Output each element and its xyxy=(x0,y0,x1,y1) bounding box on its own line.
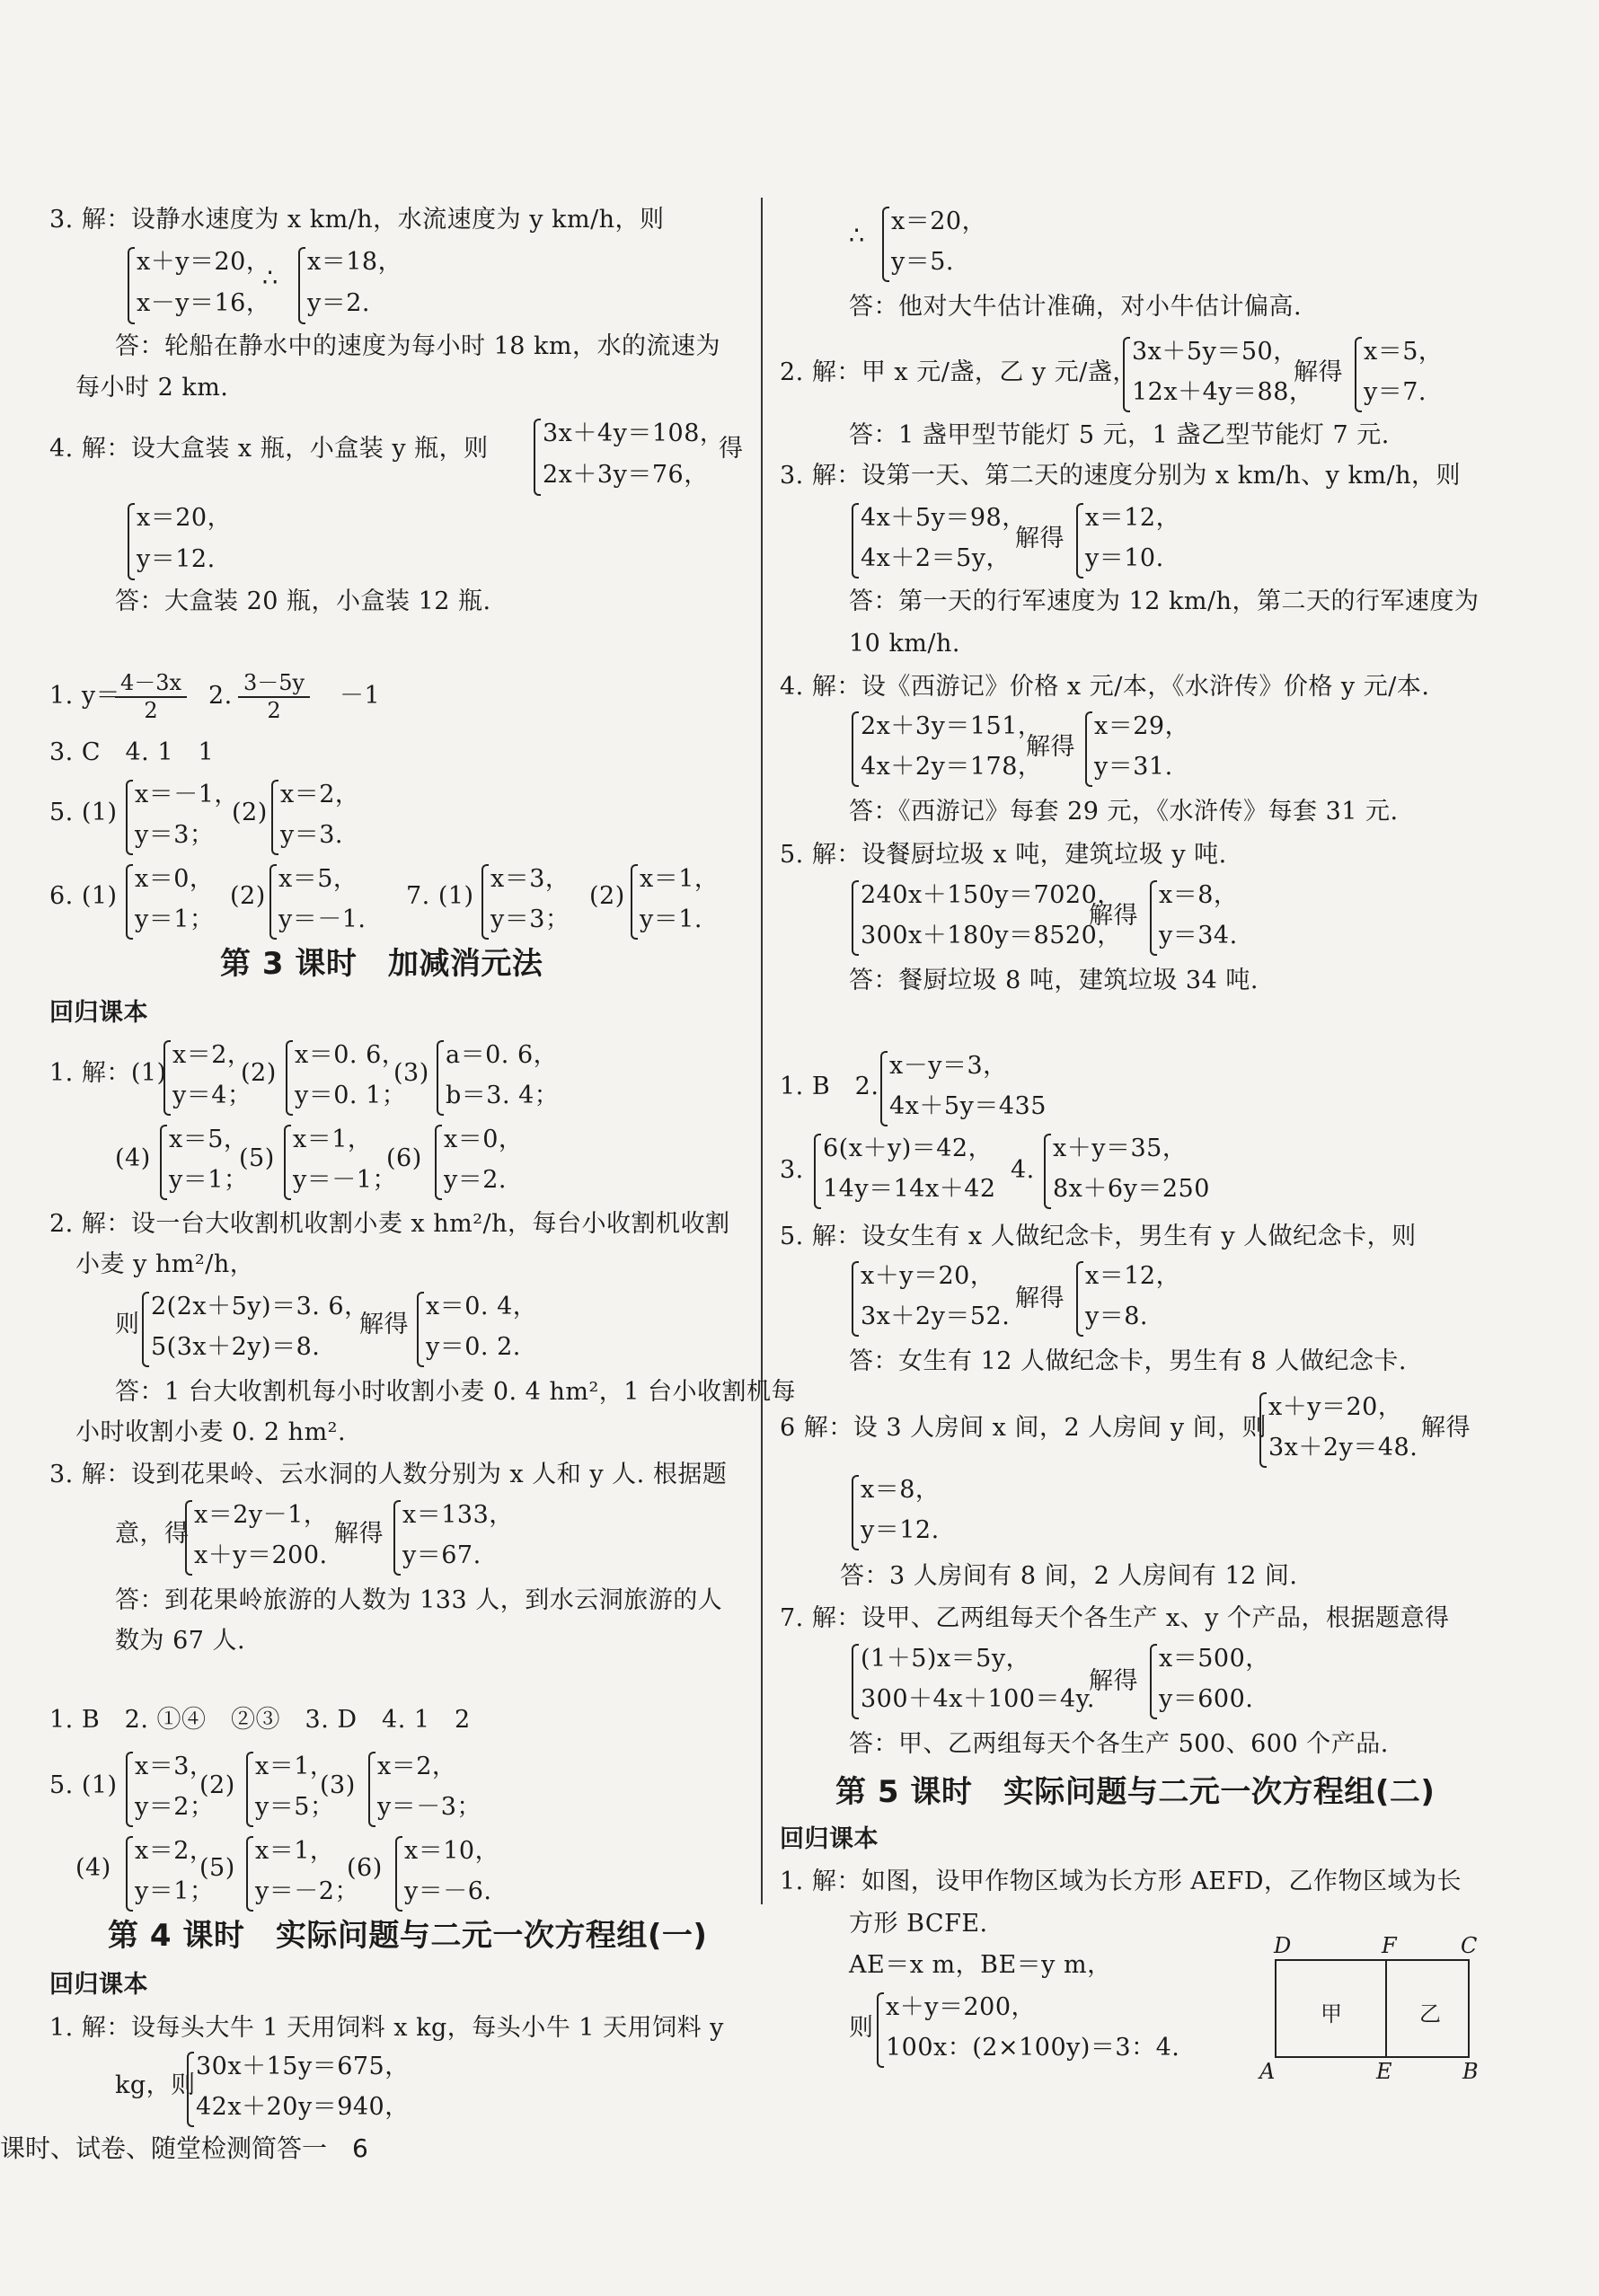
r2-res2: y＝0. 2. xyxy=(426,1333,521,1361)
brace xyxy=(126,1836,133,1912)
e5-4: (4) xyxy=(75,1854,111,1882)
k3-jiede: 解得 xyxy=(1015,525,1065,552)
k4-intro: 4. 解：设《西游记》价格 x 元/本，《水浒传》价格 y 元/本. xyxy=(780,673,1430,701)
r1-c1: a＝0. 6， xyxy=(446,1041,559,1069)
brace xyxy=(481,864,489,940)
q7-b2: y＝1. xyxy=(640,905,703,933)
q6-a1: x＝0， xyxy=(135,865,215,893)
q3-line: 3. C 4. 1 1 xyxy=(49,738,215,766)
m4-line: 4. xyxy=(1011,1156,1035,1184)
brace xyxy=(417,1292,424,1367)
r3-res1: x＝133， xyxy=(402,1501,514,1529)
q6-1: 6. (1) xyxy=(49,882,118,910)
k4-jiede: 解得 xyxy=(1026,733,1075,761)
k5-res2: y＝34. xyxy=(1159,922,1238,949)
q1-prefix: 1. y＝ xyxy=(49,682,121,710)
label-E: E xyxy=(1376,2059,1392,2084)
k4-res2: y＝31. xyxy=(1094,753,1173,781)
brace xyxy=(1076,1261,1083,1337)
brace xyxy=(1355,337,1362,412)
q7-b1: x＝1， xyxy=(640,865,720,893)
label-D: D xyxy=(1274,1933,1292,1958)
r1-prefix: 1. 解：(1) xyxy=(49,1059,167,1087)
r3-intro-1: 3. 解：设到花果岭、云水洞的人数分别为 x 人和 y 人. 根据题 xyxy=(49,1461,728,1488)
brace xyxy=(880,1051,888,1126)
fraction xyxy=(115,665,187,723)
t-answer: 答：他对大牛估计准确，对小牛估计偏高. xyxy=(849,293,1303,321)
e5-5: (5) xyxy=(199,1854,235,1882)
section-review-title: 回归课本 xyxy=(49,1971,148,1999)
brace xyxy=(435,1125,442,1200)
r1-e1: x＝1， xyxy=(293,1126,373,1153)
therefore-symbol: ∴ xyxy=(849,222,865,250)
k3-sys2: 4x＋2＝5y， xyxy=(861,544,1012,572)
e5-3: (3) xyxy=(320,1771,356,1799)
r2-sys2: 5(3x＋2y)＝8. xyxy=(151,1333,321,1361)
r1-5: (5) xyxy=(239,1144,275,1172)
m7-answer: 答：甲、乙两组每天个各生产 500、600 个产品. xyxy=(849,1730,1389,1758)
brace xyxy=(142,1292,149,1367)
r3-answer-2: 数为 67 人. xyxy=(115,1627,246,1655)
m1-line: 1. B 2. xyxy=(780,1073,879,1100)
q7-1: 7. (1) xyxy=(406,882,474,910)
r2-answer-2: 小时收割小麦 0. 2 hm². xyxy=(75,1418,347,1446)
brace xyxy=(814,1134,821,1209)
p4-intro: 4. 解：设大盒装 x 瓶，小盒装 y 瓶，则 xyxy=(49,435,489,463)
brace xyxy=(368,1752,375,1827)
r2-ze: 则 xyxy=(115,1311,140,1338)
e5-e2: y＝－2； xyxy=(255,1877,359,1905)
q5-1: 5. (1) xyxy=(49,799,118,826)
label-B: B xyxy=(1462,2059,1479,2084)
k5-res1: x＝8， xyxy=(1159,881,1239,909)
p4-sys1: 3x＋4y＝108， xyxy=(543,419,725,447)
lesson-4-title: 第 4 课时 实际问题与二元一次方程组(一) xyxy=(108,1918,708,1954)
k4-sys1: 2x＋3y＝151， xyxy=(861,712,1043,740)
r2-intro-1: 2. 解：设一台大收割机收割小麦 x hm²/h，每台小收割机收割 xyxy=(49,1210,730,1238)
e5-b2: y＝5； xyxy=(255,1793,335,1821)
brace xyxy=(1076,503,1083,578)
brace xyxy=(1150,880,1157,956)
brace xyxy=(852,1644,859,1719)
e5-1: 5. (1) xyxy=(49,1771,118,1799)
q1-denominator: 2 xyxy=(115,696,187,723)
brace xyxy=(1123,337,1130,412)
column-divider xyxy=(761,198,763,1904)
l4-sys2: 42x＋20y＝940， xyxy=(196,2093,410,2121)
section-review-title: 回归课本 xyxy=(49,999,148,1027)
m4-sys1: x＋y＝35， xyxy=(1053,1135,1188,1162)
brace xyxy=(437,1040,444,1116)
r1-b1: x＝0. 6， xyxy=(295,1041,407,1069)
e5-d1: x＝2， xyxy=(135,1837,215,1865)
m7-res1: x＝500， xyxy=(1159,1645,1270,1673)
e5-b1: x＝1， xyxy=(255,1753,335,1780)
m7-jiede: 解得 xyxy=(1089,1667,1138,1695)
k5-sys2: 300x＋180y＝8520， xyxy=(861,922,1122,949)
n1-intro-2: 方形 BCFE. xyxy=(849,1910,988,1938)
brace xyxy=(271,780,278,855)
n1-sys2: 100x：(2×100y)＝3：4. xyxy=(886,2034,1180,2062)
brace xyxy=(395,1836,402,1912)
k5-intro: 5. 解：设餐厨垃圾 x 吨，建筑垃圾 y 吨. xyxy=(780,841,1227,869)
brace xyxy=(286,1040,293,1116)
p4-res1: x＝20， xyxy=(137,504,233,532)
q5-b1: x＝2， xyxy=(280,781,360,808)
e5-f1: x＝10， xyxy=(404,1837,500,1865)
p3-res1: x＝18， xyxy=(307,248,403,276)
p3-answer-2: 每小时 2 km. xyxy=(75,374,229,402)
brace xyxy=(128,503,135,580)
r1-f1: x＝0， xyxy=(444,1126,524,1153)
brace xyxy=(246,1836,253,1912)
fraction xyxy=(238,665,310,723)
brace xyxy=(1044,1134,1051,1209)
brace xyxy=(852,880,859,956)
e5-e1: x＝1， xyxy=(255,1837,335,1865)
e5-a2: y＝2； xyxy=(135,1793,215,1821)
r1-b2: y＝0. 1； xyxy=(295,1082,407,1109)
p4-res2: y＝12. xyxy=(137,545,216,573)
p4-sys2: 2x＋3y＝76， xyxy=(543,461,709,489)
r1-a2: y＝4； xyxy=(172,1082,252,1109)
p3-res2: y＝2. xyxy=(307,289,371,317)
m7-sys2: 300＋4x＋100＝4y. xyxy=(861,1685,1095,1713)
e5-2: (2) xyxy=(199,1771,235,1799)
t-res1: x＝20， xyxy=(891,208,987,235)
m1-sys1: x－y＝3， xyxy=(889,1052,1008,1080)
m6-jiede: 解得 xyxy=(1421,1414,1471,1442)
section-review-title: 回归课本 xyxy=(780,1825,879,1853)
k4-res1: x＝29， xyxy=(1094,712,1190,740)
q6-b1: x＝5， xyxy=(278,865,358,893)
r1-a1: x＝2， xyxy=(172,1041,252,1069)
n1-intro-1: 1. 解：如图，设甲作物区域为长方形 AEFD，乙作物区域为长 xyxy=(780,1868,1462,1895)
e5-c2: y＝－3； xyxy=(377,1793,481,1821)
m5-jiede: 解得 xyxy=(1015,1285,1065,1312)
m4-sys2: 8x＋6y＝250 xyxy=(1053,1175,1210,1203)
brace xyxy=(852,1261,859,1337)
n1-sys1: x＋y＝200， xyxy=(886,1993,1037,2021)
brace xyxy=(160,1125,167,1200)
brace xyxy=(185,1500,192,1576)
q2-prefix: 2. xyxy=(208,682,233,710)
k3-intro: 3. 解：设第一天、第二天的速度分别为 x km/h、y km/h，则 xyxy=(780,462,1461,490)
q7-a2: y＝3； xyxy=(490,905,570,933)
q7-a1: x＝3， xyxy=(490,865,570,893)
q6-a2: y＝1； xyxy=(135,905,215,933)
m6-intro: 6 解：设 3 人房间 x 间，2 人房间 y 间，则 xyxy=(780,1414,1268,1442)
label-C: C xyxy=(1461,1933,1478,1958)
q5-b2: y＝3. xyxy=(280,821,344,849)
e5-d2: y＝1； xyxy=(135,1877,215,1905)
k3-answer-2: 10 km/h. xyxy=(849,630,960,658)
p3-sys2: x－y＝16， xyxy=(137,289,271,317)
m3-line: 3. xyxy=(780,1156,804,1184)
q2-suffix: －1 xyxy=(340,682,381,710)
r2-answer-1: 答：1 台大收割机每小时收割小麦 0. 4 hm²，1 台小收割机每 xyxy=(115,1378,797,1406)
m6-sys2: 3x＋2y＝48. xyxy=(1268,1434,1418,1461)
brace xyxy=(1259,1392,1267,1468)
l4-sys1: 30x＋15y＝675， xyxy=(196,2053,410,2080)
m1-sys2: 4x＋5y＝435 xyxy=(889,1092,1047,1120)
brace xyxy=(163,1040,171,1116)
p4-answer: 答：大盒装 20 瓶，小盒装 12 瓶. xyxy=(115,587,491,615)
r3-sys2: x＋y＝200. xyxy=(194,1541,328,1569)
lesson-3-title: 第 3 课时 加减消元法 xyxy=(220,946,543,982)
m7-res2: y＝600. xyxy=(1159,1685,1254,1713)
r1-d1: x＝5， xyxy=(169,1126,249,1153)
k4-sys2: 4x＋2y＝178， xyxy=(861,753,1043,781)
brace xyxy=(126,864,133,940)
m5-intro: 5. 解：设女生有 x 人做纪念卡，男生有 y 人做纪念卡，则 xyxy=(780,1223,1417,1250)
r1-c2: b＝3. 4； xyxy=(446,1082,560,1109)
brace xyxy=(246,1752,253,1827)
r3-intro-2: 意，得 xyxy=(115,1520,190,1548)
m6-res1: x＝8， xyxy=(861,1476,941,1504)
r3-answer-1: 答：到花果岭旅游的人数为 133 人，到水云洞旅游的人 xyxy=(115,1586,723,1614)
m5-res1: x＝12， xyxy=(1085,1262,1181,1290)
e5-f2: y＝－6. xyxy=(404,1877,492,1905)
l4-intro-1: 1. 解：设每头大牛 1 天用饲料 x kg，每头小牛 1 天用饲料 y xyxy=(49,2014,724,2042)
label-A: A xyxy=(1259,2059,1276,2084)
q6-2: (2) xyxy=(230,882,266,910)
k2-sys1: 3x＋5y＝50， xyxy=(1132,338,1298,366)
label-jia: 甲 xyxy=(1321,2001,1342,2027)
brace xyxy=(128,247,135,324)
r2-jiede: 解得 xyxy=(359,1311,409,1338)
r1-d2: y＝1； xyxy=(169,1166,249,1194)
m3-sys2: 14y＝14x＋42 xyxy=(823,1175,996,1203)
k2-res1: x＝5， xyxy=(1364,338,1444,366)
r1-4: (4) xyxy=(115,1144,151,1172)
p3-sys1: x＋y＝20， xyxy=(137,248,271,276)
t-res2: y＝5. xyxy=(891,248,955,276)
r1-3: (3) xyxy=(393,1059,429,1087)
r1-e2: y＝－1； xyxy=(293,1166,397,1194)
m6-sys1: x＋y＝20， xyxy=(1268,1393,1403,1421)
k3-res2: y＝10. xyxy=(1085,544,1164,572)
r3-jiede: 解得 xyxy=(334,1520,384,1548)
k5-jiede: 解得 xyxy=(1089,902,1138,930)
brace xyxy=(631,864,638,940)
page-footer: 课时、试卷、随堂检测简答一 6 xyxy=(0,2133,368,2163)
p3-intro: 3. 解：设静水速度为 x km/h，水流速度为 y km/h，则 xyxy=(49,206,665,234)
l4-intro-2: kg，则 xyxy=(115,2071,196,2099)
brace xyxy=(877,1992,884,2068)
q7-2: (2) xyxy=(589,882,625,910)
m6-res2: y＝12. xyxy=(861,1516,940,1544)
k2-res2: y＝7. xyxy=(1364,378,1427,406)
brace xyxy=(269,864,277,940)
m5-answer: 答：女生有 12 人做纪念卡，男生有 8 人做纪念卡. xyxy=(849,1347,1407,1375)
q5-2: (2) xyxy=(232,799,268,826)
k5-answer: 答：餐厨垃圾 8 吨，建筑垃圾 34 吨. xyxy=(849,967,1259,994)
m6-answer: 答：3 人房间有 8 间，2 人房间有 12 间. xyxy=(840,1562,1298,1590)
r3-sys1: x＝2y－1， xyxy=(194,1501,329,1529)
r1-f2: y＝2. xyxy=(444,1166,508,1194)
label-yi: 乙 xyxy=(1419,2001,1441,2027)
brace xyxy=(393,1500,401,1576)
lesson-5-title: 第 5 课时 实际问题与二元一次方程组(二) xyxy=(835,1774,1436,1810)
m3-sys1: 6(x＋y)＝42， xyxy=(823,1135,994,1162)
m7-intro: 7. 解：设甲、乙两组每天个各生产 x、y 个产品，根据题意得 xyxy=(780,1604,1450,1632)
brace xyxy=(298,247,305,324)
m5-sys1: x＋y＝20， xyxy=(861,1262,995,1290)
n1-intro-3: AE＝x m，BE＝y m， xyxy=(849,1951,1112,1979)
n1-ze: 则 xyxy=(849,2014,874,2042)
brace xyxy=(126,1752,133,1827)
r3-res2: y＝67. xyxy=(402,1541,481,1569)
r2-sys1: 2(2x＋5y)＝3. 6， xyxy=(151,1293,369,1320)
m5-res2: y＝8. xyxy=(1085,1303,1149,1330)
brace xyxy=(852,1475,859,1550)
brace xyxy=(852,711,859,787)
k2-answer: 答：1 盏甲型节能灯 5 元，1 盏乙型节能灯 7 元. xyxy=(849,421,1390,449)
k4-answer: 答：《西游记》每套 29 元，《水浒传》每套 31 元. xyxy=(849,798,1399,826)
k3-res1: x＝12， xyxy=(1085,504,1181,532)
q5-a1: x＝－1， xyxy=(135,781,239,808)
k3-sys1: 4x＋5y＝98， xyxy=(861,504,1027,532)
k2-jiede: 解得 xyxy=(1294,358,1343,386)
field-rectangle-svg xyxy=(1258,1940,1491,2093)
q2-denominator: 2 xyxy=(238,696,310,723)
m7-sys1: (1＋5)x＝5y， xyxy=(861,1645,1031,1673)
k2-intro: 2. 解：甲 x 元/盏，乙 y 元/盏， xyxy=(780,358,1137,386)
e5-6: (6) xyxy=(347,1854,383,1882)
k2-sys2: 12x＋4y＝88， xyxy=(1132,378,1314,406)
e5-c1: x＝2， xyxy=(377,1753,457,1780)
brace xyxy=(882,207,889,282)
e1-line: 1. B 2. ①④ ②③ 3. D 4. 1 2 xyxy=(49,1706,471,1734)
e5-a1: x＝3， xyxy=(135,1753,215,1780)
r2-intro-2: 小麦 y hm²/h， xyxy=(75,1250,255,1278)
label-F: F xyxy=(1382,1933,1397,1958)
p4-de: 得 xyxy=(719,435,744,463)
brace xyxy=(1085,711,1092,787)
k3-answer-1: 答：第一天的行军速度为 12 km/h，第二天的行军速度为 xyxy=(849,587,1480,615)
q5-a2: y＝3； xyxy=(135,821,215,849)
r2-res1: x＝0. 4， xyxy=(426,1293,538,1320)
brace xyxy=(1150,1644,1157,1719)
brace xyxy=(187,2052,194,2127)
brace xyxy=(534,419,541,496)
k5-sys1: 240x＋150y＝7020， xyxy=(861,881,1122,909)
r1-2: (2) xyxy=(241,1059,277,1087)
p3-answer-1: 答：轮船在静水中的速度为每小时 18 km，水的流速为 xyxy=(115,332,720,360)
q6-b2: y＝－1. xyxy=(278,905,367,933)
field-diagram xyxy=(1258,1933,1491,2093)
m5-sys2: 3x＋2y＝52. xyxy=(861,1303,1011,1330)
r1-6: (6) xyxy=(386,1144,422,1172)
q1-numerator: 4－3x xyxy=(119,670,182,695)
brace xyxy=(284,1125,291,1200)
brace xyxy=(852,503,859,578)
brace xyxy=(126,780,133,855)
q2-numerator: 3－5y xyxy=(243,670,305,695)
therefore-symbol: ∴ xyxy=(262,264,278,292)
